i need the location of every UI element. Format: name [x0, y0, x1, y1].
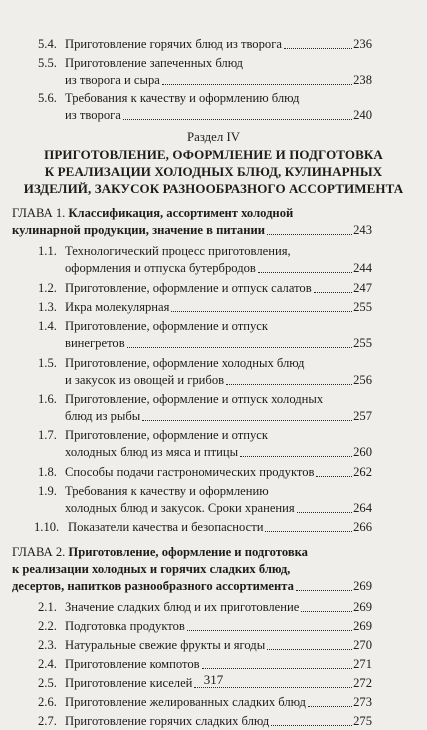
- entry-row: [65, 107, 372, 124]
- entry-title-cont: холодных блюд из мяса и птицы: [65, 445, 239, 459]
- entry-title: Способы подачи гастрономических продуктов: [65, 465, 315, 479]
- entry-number: 2.6.: [38, 695, 57, 709]
- entry-row: [65, 372, 372, 389]
- entry-row: [65, 408, 372, 425]
- entry-page: 269: [353, 619, 372, 633]
- chapter-title-cont: десертов, напитков разнообразного ассортимента: [12, 579, 294, 593]
- entry-row: [65, 299, 372, 316]
- entry-title-cont: холодных блюд и закусок. Сроки хранения: [65, 501, 295, 515]
- entry-page: 238: [353, 73, 372, 87]
- entry-row: [65, 500, 372, 517]
- entry-number: 2.3.: [38, 638, 57, 652]
- dot-leader: [142, 420, 352, 421]
- entry-title: Технологический процесс приготовления,: [65, 244, 291, 258]
- entry-title: Приготовление, оформление и отпуск салатов: [65, 281, 312, 295]
- entry-page: 273: [353, 695, 372, 709]
- dot-leader: [171, 311, 352, 312]
- entry-title-cont: из творога: [65, 108, 121, 122]
- dot-leader: [271, 725, 352, 726]
- entry-row: [65, 335, 372, 352]
- dot-leader: [297, 512, 352, 513]
- chapter-title-cont: к реализации холодных и горячих сладких блюд,: [12, 562, 291, 576]
- entry-page: 240: [353, 108, 372, 122]
- entry-title: Приготовление, оформление холодных блюд: [65, 356, 305, 370]
- entry-number: 2.1.: [38, 600, 57, 614]
- dot-leader: [258, 272, 352, 273]
- entry-number: 2.7.: [38, 714, 57, 728]
- entry-page: 244: [353, 261, 372, 275]
- chapter-1-first-line: [12, 205, 293, 222]
- dot-leader: [308, 706, 352, 707]
- entry-title: Подготовка продуктов: [65, 619, 185, 633]
- entry-row: [65, 72, 372, 89]
- section-title-line-1: ПРИГОТОВЛЕНИЕ, ОФОРМЛЕНИЕ И ПОДГОТОВКА: [44, 147, 383, 162]
- entry-title: Значение сладких блюд и их приготовление: [65, 600, 300, 614]
- entry-page: 255: [353, 336, 372, 350]
- chapter-row: [12, 578, 372, 595]
- dot-leader: [240, 456, 352, 457]
- entry-title: Приготовление киселей: [65, 676, 193, 690]
- section-label: Раздел IV: [187, 130, 240, 144]
- entry-page: 262: [353, 465, 372, 479]
- chapter-title: Классификация, ассортимент холодной: [68, 206, 294, 220]
- entry-page: 266: [353, 520, 372, 534]
- entry-number: 1.7.: [38, 428, 57, 442]
- entry-row: [65, 599, 372, 616]
- entry-title-cont: и закусок из овощей и грибов: [65, 373, 225, 387]
- entry-row: [65, 637, 372, 654]
- entry-number: 2.2.: [38, 619, 57, 633]
- dot-leader: [296, 590, 352, 591]
- chapter-title: Приготовление, оформление и подготовка: [68, 545, 308, 559]
- entry-number: 1.10.: [34, 520, 60, 534]
- chapter-page: 269: [353, 579, 372, 593]
- dot-leader: [314, 292, 352, 293]
- dot-leader: [301, 611, 352, 612]
- chapter-prefix: ГЛАВА 1.: [12, 206, 66, 220]
- section-title-line-3: ИЗДЕЛИЙ, ЗАКУСОК РАЗНООБРАЗНОГО АССОРТИМЕНТА: [23, 181, 404, 196]
- entry-page: 260: [353, 445, 372, 459]
- entry-title: Приготовление запеченных блюд: [65, 56, 243, 70]
- entry-title-cont: оформления и отпуска бутербродов: [65, 261, 256, 275]
- dot-leader: [284, 48, 352, 49]
- dot-leader: [127, 347, 352, 348]
- dot-leader: [187, 630, 352, 631]
- entry-page: 270: [353, 638, 372, 652]
- entry-page: 247: [353, 281, 372, 295]
- chapter-page: 243: [353, 223, 372, 237]
- entry-row: [65, 618, 372, 635]
- entry-number: 1.9.: [38, 484, 57, 498]
- entry-row: [65, 713, 372, 730]
- entry-page: 256: [353, 373, 372, 387]
- entry-title: Приготовление, оформление и отпуск: [65, 428, 268, 442]
- entry-page: 257: [353, 409, 372, 423]
- dot-leader: [267, 649, 352, 650]
- entry-number: 5.4.: [38, 37, 57, 51]
- entry-number: 5.5.: [38, 56, 57, 70]
- entry-page: 264: [353, 501, 372, 515]
- entry-row: [65, 280, 372, 297]
- entry-number: 1.3.: [38, 300, 57, 314]
- entry-number: 1.6.: [38, 392, 57, 406]
- dot-leader: [226, 384, 352, 385]
- entry-page: 236: [353, 37, 372, 51]
- entry-number: 1.2.: [38, 281, 57, 295]
- entry-title: Приготовление компотов: [65, 657, 200, 671]
- chapter-prefix: ГЛАВА 2.: [12, 545, 66, 559]
- entry-title: Показатели качества и безопасности: [68, 520, 264, 534]
- entry-row: [65, 444, 372, 461]
- chapter-2-first-line: [12, 544, 308, 561]
- entry-row: [68, 519, 372, 536]
- entry-page: 272: [353, 676, 372, 690]
- entry-title-cont: из творога и сыра: [65, 73, 160, 87]
- entry-number: 1.4.: [38, 319, 57, 333]
- entry-title: Приготовление, оформление и отпуск: [65, 319, 268, 333]
- dot-leader: [267, 234, 352, 235]
- dot-leader: [162, 84, 352, 85]
- entry-number: 1.5.: [38, 356, 57, 370]
- entry-title-cont: винегретов: [65, 336, 125, 350]
- section-title-line-2: К РЕАЛИЗАЦИИ ХОЛОДНЫХ БЛЮД, КУЛИНАРНЫХ: [44, 164, 383, 179]
- entry-title: Икра молекулярная: [65, 300, 170, 314]
- entry-title: Натуральные свежие фрукты и ягоды: [65, 638, 266, 652]
- entry-number: 1.1.: [38, 244, 57, 258]
- entry-number: 1.8.: [38, 465, 57, 479]
- entry-page: 255: [353, 300, 372, 314]
- page-number: 317: [203, 672, 224, 687]
- entry-page: 269: [353, 600, 372, 614]
- dot-leader: [316, 476, 352, 477]
- entry-title-cont: блюд из рыбы: [65, 409, 141, 423]
- dot-leader: [123, 119, 352, 120]
- entry-number: 2.4.: [38, 657, 57, 671]
- entry-row: [65, 260, 372, 277]
- entry-title: Требования к качеству и оформлению блюд: [65, 91, 300, 105]
- entry-title: Приготовление желированных сладких блюд: [65, 695, 306, 709]
- entry-page: 275: [353, 714, 372, 728]
- entry-number: 5.6.: [38, 91, 57, 105]
- chapter-title-cont: кулинарной продукции, значение в питании: [12, 223, 265, 237]
- entry-number: 2.5.: [38, 676, 57, 690]
- entry-row: [65, 36, 372, 53]
- entry-title: Приготовление горячих сладких блюд: [65, 714, 270, 728]
- entry-title: Требования к качеству и оформлению: [65, 484, 269, 498]
- dot-leader: [265, 531, 352, 532]
- entry-row: [65, 464, 372, 481]
- entry-title: Приготовление, оформление и отпуск холодных: [65, 392, 324, 406]
- entry-page: 271: [353, 657, 372, 671]
- entry-title: Приготовление горячих блюд из творога: [65, 37, 282, 51]
- chapter-row: [12, 222, 372, 239]
